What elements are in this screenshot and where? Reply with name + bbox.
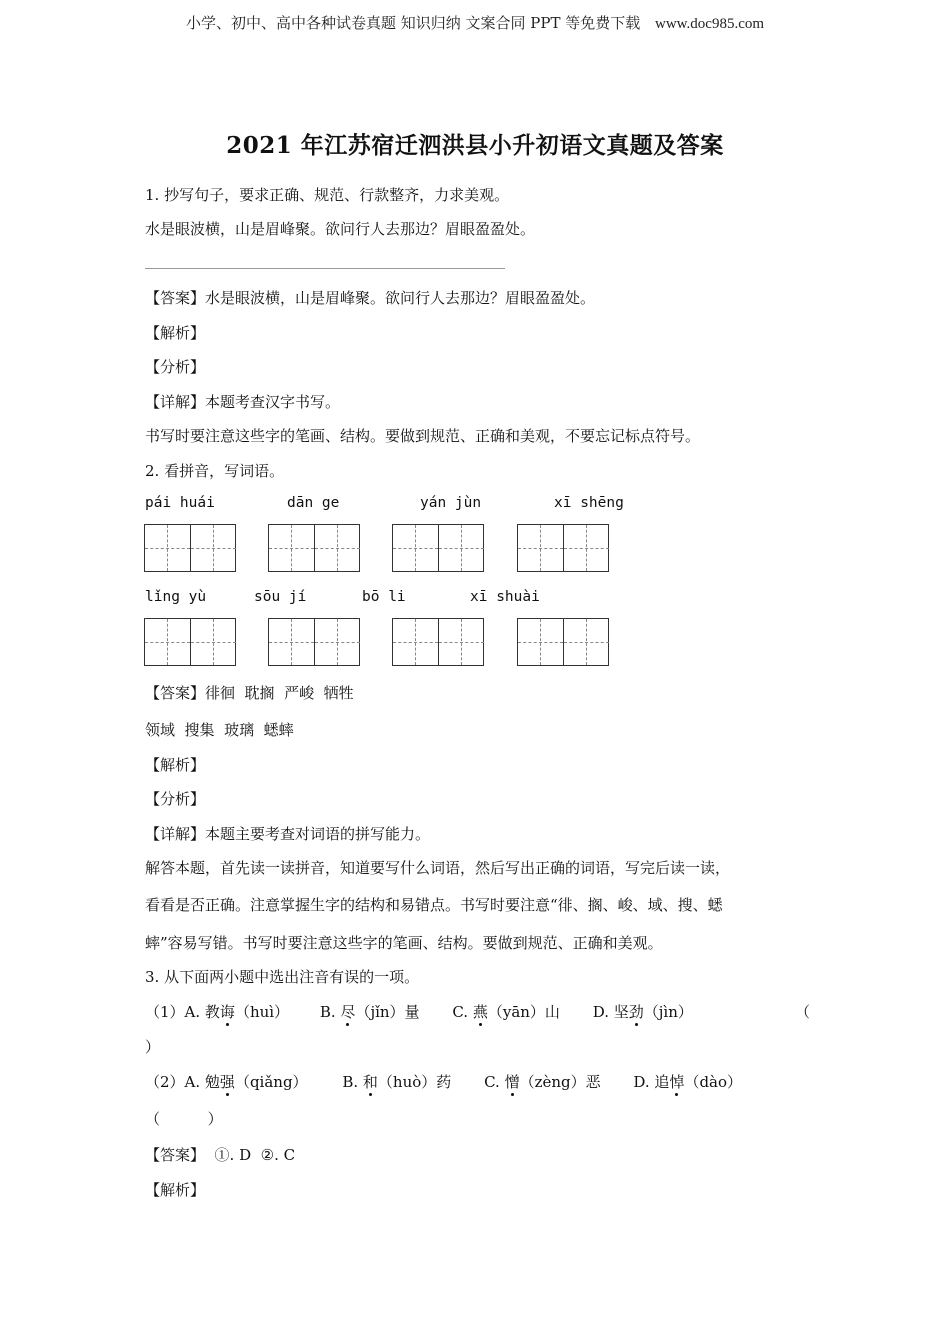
writing-grid[interactable]: [517, 524, 609, 572]
q2-jiexi: 【解析】: [145, 756, 206, 774]
option-a: （2）A. 勉强（qiǎng）: [145, 1073, 308, 1091]
pinyin-label: bō li: [362, 589, 406, 605]
option-b: B. 尽（jǐn）量: [319, 1003, 420, 1021]
writing-grid[interactable]: [144, 524, 236, 572]
answer-paren-close: ）: [145, 1038, 161, 1056]
pinyin-label: sōu jí: [254, 589, 307, 605]
option-d: D. 坚劲（jìn）: [592, 1003, 693, 1021]
answer-paren: （ ）: [145, 1110, 223, 1128]
header-url[interactable]: www.doc985.com: [655, 16, 765, 32]
pinyin-label: xī shēng: [554, 495, 624, 511]
q3-jiexi: 【解析】: [145, 1181, 206, 1199]
writing-grid[interactable]: [144, 618, 236, 666]
header-text: 小学、初中、高中各种试卷真题 知识归纳 文案合同 PPT 等免费下载: [185, 14, 641, 32]
writing-grid[interactable]: [392, 524, 484, 572]
q2-detail4: 蟀”容易写错。书写时要注意这些字的笔画、结构。要做到规范、正确和美观。: [145, 934, 663, 952]
q2-detail3: 看看是否正确。注意掌握生字的结构和易错点。书写时要注意“徘、搁、峻、域、搜、蟋: [145, 896, 723, 914]
q3-subq1: [145, 1001, 693, 1022]
q1-answer: 【答案】水是眼波横，山是眉峰聚。欲问行人去那边？眉眼盈盈处。: [145, 289, 596, 307]
q3-subq2: [145, 1071, 742, 1092]
answer-paren-open: （: [795, 1003, 811, 1021]
pinyin-label: lǐng yù: [145, 589, 207, 605]
option-c: C. 憎（zèng）恶: [484, 1073, 601, 1091]
option-a: （1）A. 教诲（huì）: [145, 1003, 290, 1021]
writing-grid[interactable]: [517, 618, 609, 666]
writing-grid[interactable]: [268, 618, 360, 666]
q1-jiexi: 【解析】: [145, 324, 206, 342]
q1-detail2: 书写时要注意这些字的笔画、结构。要做到规范、正确和美观，不要忘记标点符号。: [145, 427, 701, 445]
pinyin-label: dān ge: [287, 495, 340, 511]
option-b: B. 和（huò）药: [342, 1073, 452, 1091]
pinyin-label: pái huái: [145, 495, 215, 511]
q2-question: 2. 看拼音，写词语。: [145, 462, 285, 480]
q2-answer: 【答案】徘徊 耽搁 严峻 牺牲: [145, 684, 354, 702]
q1-question: 1. 抄写句子，要求正确、规范、行款整齐，力求美观。: [145, 186, 510, 204]
page-header: [0, 12, 950, 33]
page-title: 2021 年江苏宿迁泗洪县小升初语文真题及答案: [226, 132, 724, 159]
pinyin-label: yán jùn: [420, 495, 482, 511]
answer-line: [145, 268, 505, 269]
writing-grid[interactable]: [268, 524, 360, 572]
q1-sentence: 水是眼波横，山是眉峰聚。欲问行人去那边？眉眼盈盈处。: [145, 220, 536, 238]
q3-answer: 【答案】 ①. D ②. C: [145, 1146, 296, 1164]
option-c: C. 燕（yān）山: [452, 1003, 560, 1021]
option-d: D. 追悼（dào）: [633, 1073, 743, 1091]
q2-fenxi: 【分析】: [145, 790, 206, 808]
q2-detail: 【详解】本题主要考查对词语的拼写能力。: [145, 825, 431, 843]
q1-detail: 【详解】本题考查汉字书写。: [145, 393, 341, 411]
q2-answer-2: 领域 搜集 玻璃 蟋蟀: [145, 721, 294, 739]
q3-question: 3. 从下面两小题中选出注音有误的一项。: [145, 968, 420, 986]
q2-detail2: 解答本题，首先读一读拼音，知道要写什么词语，然后写出正确的词语，写完后读一读，: [145, 859, 731, 877]
pinyin-label: xī shuài: [470, 589, 540, 605]
writing-grid[interactable]: [392, 618, 484, 666]
q1-fenxi: 【分析】: [145, 358, 206, 376]
